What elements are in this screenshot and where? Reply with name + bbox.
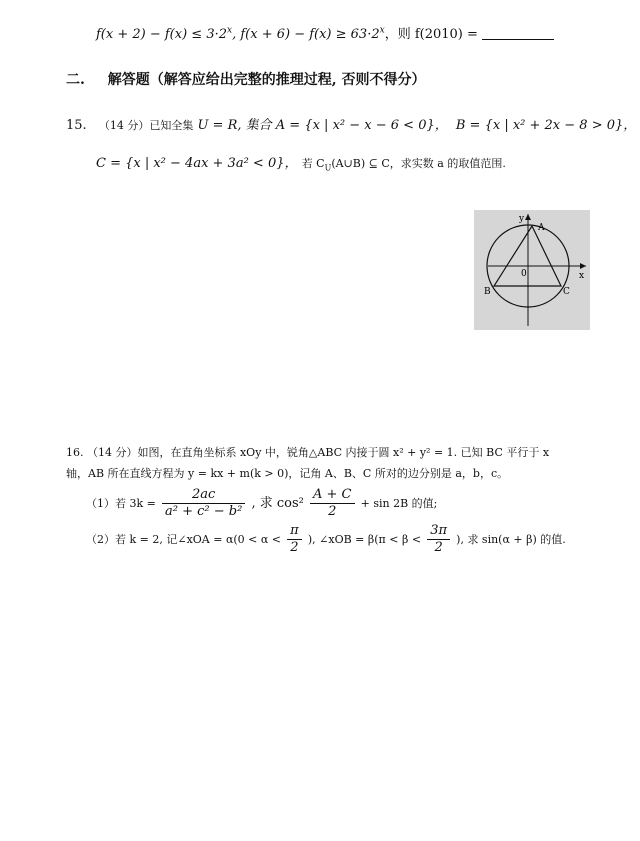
q16-p2-mid: ), ∠xOB = β(π < β < — [307, 533, 422, 546]
q15-cond2: (A∪B) ⊆ C，求实数 a 的取值范围. — [331, 157, 506, 170]
q16-p2-fraction1 — [287, 523, 302, 556]
q16-part1 — [86, 484, 437, 524]
q14-tail-line — [96, 26, 554, 44]
section-number: 二. — [66, 72, 85, 88]
q16-p1-prefix: （1）若 3k = — [86, 497, 156, 510]
label-b: B — [484, 287, 491, 297]
q15-set-a: A = {x | x² − x − 6 < 0}， — [275, 118, 448, 133]
q15-line2 — [96, 155, 506, 178]
q16-p1-denominator2: 2 — [328, 504, 337, 519]
q16-line1: 16. （14 分）如图，在直角坐标系 xOy 中，锐角△ABC 内接于圆 x² + y² = 1. 已知 BC 平行于 x — [66, 446, 550, 459]
label-y: y — [519, 214, 525, 224]
q16-p1-suffix: + sin 2B 的值; — [360, 497, 438, 510]
q14-expr2: , f(x + 6) − f(x) ≥ 63·2 — [232, 27, 380, 42]
q15-cond-sub: U — [324, 163, 332, 173]
q16-p2-numerator2: 3π — [427, 523, 450, 540]
q16-line2: 轴，AB 所在直线方程为 y = kx + m(k > 0)，记角 A、B、C 所对的边分别是 a，b，c。 — [66, 467, 509, 480]
q15-number: 15. — [66, 118, 87, 133]
section-title: 解答题（解答应给出完整的推理过程, 否则不得分） — [107, 72, 426, 88]
label-origin: 0 — [521, 269, 527, 279]
q15-line1 — [66, 117, 636, 135]
y-axis-arrow-icon — [525, 214, 531, 220]
section-heading — [66, 71, 426, 89]
q16-p1-denominator: a² + c² − b² — [165, 504, 243, 519]
label-x: x — [579, 271, 585, 281]
answer-blank[interactable] — [482, 27, 554, 40]
q16-part2 — [86, 520, 566, 560]
q16-p2-fraction2 — [427, 523, 450, 556]
q15-points: （14 分）已知全集 — [98, 119, 194, 132]
q15-cond: 若 C — [301, 157, 325, 170]
q16-p1-numerator: 2ac — [162, 487, 245, 504]
figure-svg — [474, 210, 590, 330]
q16-p2-denominator2: 2 — [434, 540, 443, 555]
circle-triangle-figure — [474, 210, 590, 330]
q15-set-b: B = {x | x² + 2x − 8 > 0}， — [455, 118, 637, 133]
q14-then: ，则 f(2010) = — [384, 27, 478, 42]
label-a: A — [538, 223, 545, 233]
x-axis-arrow-icon — [580, 263, 586, 269]
q14-exp1: x — [227, 25, 233, 36]
q16-p1-numerator2: A + C — [310, 487, 355, 504]
q16-p2-suffix: ), 求 sin(α + β) 的值. — [456, 533, 566, 546]
q16-p1-mid: , 求 cos² — [251, 496, 304, 511]
q16-p2-denominator1: 2 — [290, 540, 299, 555]
label-c: C — [563, 287, 570, 297]
q16-p2-prefix: （2）若 k = 2, 记∠xOA = α(0 < α < — [86, 533, 282, 546]
q16-p1-fraction — [162, 487, 245, 520]
q15-set-c: C = {x | x² − 4ax + 3a² < 0}， — [96, 156, 298, 171]
q15-universe: U = R, 集合 — [197, 118, 272, 133]
q16-p1-fraction2 — [310, 487, 355, 520]
q14-exp2: x — [379, 25, 385, 36]
q14-expr1: f(x + 2) − f(x) ≤ 3·2 — [96, 27, 227, 42]
q16-p2-numerator1: π — [287, 523, 302, 540]
